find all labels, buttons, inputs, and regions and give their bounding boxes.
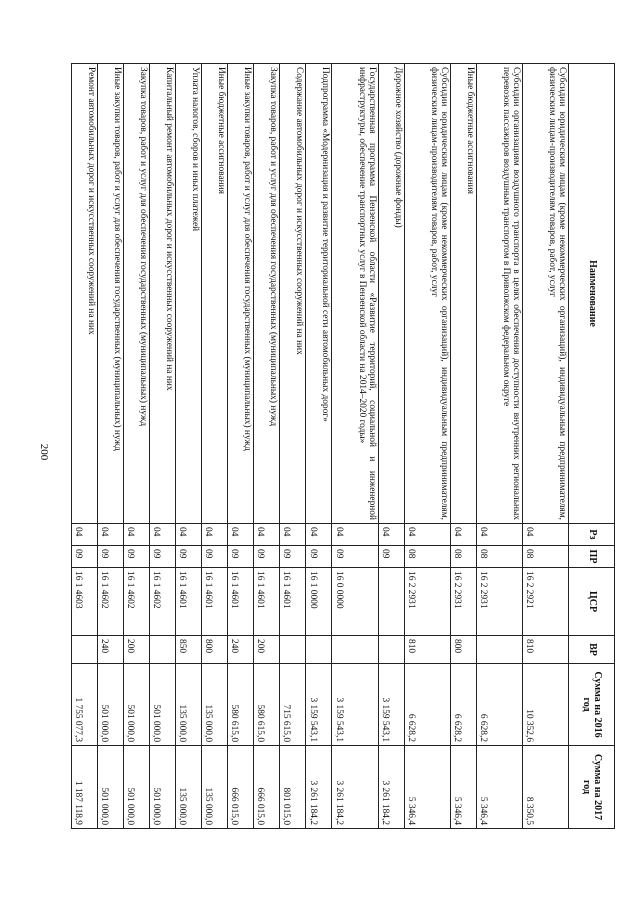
row-csr: 16 1 4602 <box>150 568 176 636</box>
row-pr: 09 <box>306 546 332 568</box>
row-csr: 16 1 4601 <box>280 568 306 636</box>
row-sum-2016: 501 000,0 <box>150 664 176 746</box>
table-row <box>280 64 306 829</box>
table-row <box>228 64 254 829</box>
row-sum-2016: 135 000,0 <box>176 664 202 746</box>
row-sum-2017: 5 346,4 <box>450 746 476 829</box>
row-rz: 04 <box>378 524 404 546</box>
row-csr: 16 2 2931 <box>450 568 476 636</box>
row-pr: 09 <box>228 546 254 568</box>
row-pr: 09 <box>202 546 228 568</box>
budget-table <box>71 63 615 829</box>
row-pr: 09 <box>150 546 176 568</box>
row-rz: 04 <box>450 524 476 546</box>
row-csr: 16 1 4603 <box>72 568 98 636</box>
row-pr: 09 <box>254 546 280 568</box>
row-sum-2016: 3 159 543,1 <box>378 664 404 746</box>
row-csr: 16 2 2931 <box>476 568 522 636</box>
row-rz: 04 <box>522 524 568 546</box>
row-sum-2016: 10 352,6 <box>522 664 568 746</box>
row-sum-2017: 501 000,0 <box>124 746 150 829</box>
row-rz: 04 <box>332 524 378 546</box>
row-sum-2016: 6 628,2 <box>404 664 450 746</box>
table-row <box>450 64 476 829</box>
row-sum-2017: 5 346,4 <box>404 746 450 829</box>
row-sum-2017: 3 261 184,2 <box>306 746 332 829</box>
table-row <box>254 64 280 829</box>
row-sum-2016: 135 000,0 <box>202 664 228 746</box>
row-rz: 04 <box>254 524 280 546</box>
row-pr: 08 <box>404 546 450 568</box>
row-csr: 16 1 4601 <box>228 568 254 636</box>
row-csr: 16 0 0000 <box>332 568 378 636</box>
rotated-page-content <box>71 63 615 828</box>
table-row <box>124 64 150 829</box>
row-sum-2016: 6 628,2 <box>476 664 522 746</box>
table-row <box>150 64 176 829</box>
row-sum-2017: 8 350,5 <box>522 746 568 829</box>
row-sum-2016: 3 159 543,1 <box>306 664 332 746</box>
row-csr: 16 1 4601 <box>202 568 228 636</box>
row-vr <box>280 636 306 664</box>
header-sum-2017: Сумма на 2017 год <box>569 746 615 829</box>
row-name: Подпрограмма «Модернизация и развитие территориальной сети автомобильных дорог» <box>306 64 332 524</box>
row-vr <box>378 636 404 664</box>
row-rz: 04 <box>72 524 98 546</box>
row-sum-2016: 501 000,0 <box>98 664 124 746</box>
row-vr: 800 <box>450 636 476 664</box>
row-vr: 810 <box>522 636 568 664</box>
row-name: Иные бюджетные ассигнования <box>450 64 476 524</box>
row-rz: 04 <box>280 524 306 546</box>
row-sum-2017: 5 346,4 <box>476 746 522 829</box>
table-row <box>378 64 404 829</box>
row-rz: 04 <box>306 524 332 546</box>
row-pr: 08 <box>450 546 476 568</box>
row-sum-2017: 135 000,0 <box>202 746 228 829</box>
table-header-row <box>569 64 615 829</box>
row-pr: 09 <box>98 546 124 568</box>
row-csr: 16 2 2931 <box>404 568 450 636</box>
row-vr <box>476 636 522 664</box>
row-sum-2016: 6 628,2 <box>450 664 476 746</box>
row-rz: 04 <box>476 524 522 546</box>
row-rz: 04 <box>228 524 254 546</box>
row-vr: 810 <box>404 636 450 664</box>
row-pr: 09 <box>332 546 378 568</box>
row-vr: 200 <box>254 636 280 664</box>
table-row <box>522 64 568 829</box>
row-name: Содержание автомобильных дорог и искусственных сооружений на них <box>280 64 306 524</box>
row-sum-2017: 135 000,0 <box>176 746 202 829</box>
row-sum-2017: 501 000,0 <box>98 746 124 829</box>
row-name: Дорожное хозяйство (дорожные фонды) <box>378 64 404 524</box>
row-sum-2016: 715 615,0 <box>280 664 306 746</box>
row-csr: 16 2 2921 <box>522 568 568 636</box>
row-pr: 08 <box>522 546 568 568</box>
row-csr: 16 1 4601 <box>176 568 202 636</box>
table-row <box>476 64 522 829</box>
row-rz: 04 <box>404 524 450 546</box>
table-row <box>176 64 202 829</box>
row-name: Закупка товаров, работ и услуг для обеспечения государственных (муниципальных) нужд <box>124 64 150 524</box>
row-vr <box>72 636 98 664</box>
row-vr <box>150 636 176 664</box>
row-sum-2017: 3 261 184,2 <box>378 746 404 829</box>
row-sum-2017: 501 000,0 <box>150 746 176 829</box>
row-name: Капитальный ремонт автомобильных дорог и искусственных сооружений на них <box>150 64 176 524</box>
header-rz: Рз <box>569 524 615 546</box>
row-rz: 04 <box>98 524 124 546</box>
row-pr: 09 <box>72 546 98 568</box>
row-name: Уплата налогов, сборов и иных платежей <box>176 64 202 524</box>
table-row <box>332 64 378 829</box>
row-rz: 04 <box>202 524 228 546</box>
row-vr: 200 <box>124 636 150 664</box>
page-number: 200 <box>38 443 50 461</box>
row-vr: 800 <box>202 636 228 664</box>
row-vr <box>306 636 332 664</box>
header-csr: ЦСР <box>569 568 615 636</box>
row-pr: 09 <box>378 546 404 568</box>
row-name: Закупка товаров, работ и услуг для обеспечения государственных (муниципальных) нужд <box>254 64 280 524</box>
row-vr: 850 <box>176 636 202 664</box>
row-pr: 08 <box>476 546 522 568</box>
row-pr: 09 <box>124 546 150 568</box>
row-sum-2017: 3 261 184,2 <box>332 746 378 829</box>
table-row <box>404 64 450 829</box>
table-row <box>72 64 98 829</box>
row-csr: 16 1 4601 <box>254 568 280 636</box>
row-sum-2016: 3 159 543,1 <box>332 664 378 746</box>
row-vr <box>332 636 378 664</box>
row-sum-2017: 666 015,0 <box>228 746 254 829</box>
row-name: Субсидии юридическим лицам (кроме некоммерческих организаций), индивидуальным предпринимателям, физическим лицам-производителям товаров, работ, услуг <box>522 64 568 524</box>
row-name: Субсидии организациям воздушного транспорта в целях обеспечения доступности внутренних региональных перевозок пассажиров воздушным транспортом в Приволжском федеральном округе <box>476 64 522 524</box>
table-row <box>306 64 332 829</box>
row-sum-2017: 801 015,0 <box>280 746 306 829</box>
row-csr: 16 1 4602 <box>98 568 124 636</box>
row-sum-2017: 1 187 118,9 <box>72 746 98 829</box>
row-csr: 16 1 4602 <box>124 568 150 636</box>
row-sum-2017: 666 015,0 <box>254 746 280 829</box>
row-rz: 04 <box>150 524 176 546</box>
row-name: Ремонт автомобильных дорог и искусственных сооружений на них <box>72 64 98 524</box>
row-csr: 16 1 0000 <box>306 568 332 636</box>
table-row <box>202 64 228 829</box>
row-sum-2016: 580 615,0 <box>254 664 280 746</box>
row-csr <box>378 568 404 636</box>
header-name: Наименование <box>569 64 615 524</box>
table-row <box>98 64 124 829</box>
row-vr: 240 <box>228 636 254 664</box>
row-rz: 04 <box>124 524 150 546</box>
row-pr: 09 <box>176 546 202 568</box>
row-sum-2016: 501 000,0 <box>124 664 150 746</box>
row-name: Государственная программа Пензенской области «Развитие территорий, социальной и инженерной инфраструктуры, обеспечение транспортных услуг в Пензенской области на 2014–2020 годы» <box>332 64 378 524</box>
row-name: Иные закупки товаров, работ и услуг для обеспечения государственных (муниципальных) нужд <box>98 64 124 524</box>
row-rz: 04 <box>176 524 202 546</box>
header-sum-2016: Сумма на 2016 год <box>569 664 615 746</box>
row-sum-2016: 1 755 077,3 <box>72 664 98 746</box>
row-name: Иные закупки товаров, работ и услуг для обеспечения государственных (муниципальных) нужд <box>228 64 254 524</box>
row-vr: 240 <box>98 636 124 664</box>
row-name: Иные бюджетные ассигнования <box>202 64 228 524</box>
row-name: Субсидии юридическим лицам (кроме некоммерческих организаций), индивидуальным предпринимателям, физическим лицам-производителям товаров, работ, услуг <box>404 64 450 524</box>
row-sum-2016: 580 615,0 <box>228 664 254 746</box>
header-vr: ВР <box>569 636 615 664</box>
header-pr: ПР <box>569 546 615 568</box>
row-pr: 09 <box>280 546 306 568</box>
